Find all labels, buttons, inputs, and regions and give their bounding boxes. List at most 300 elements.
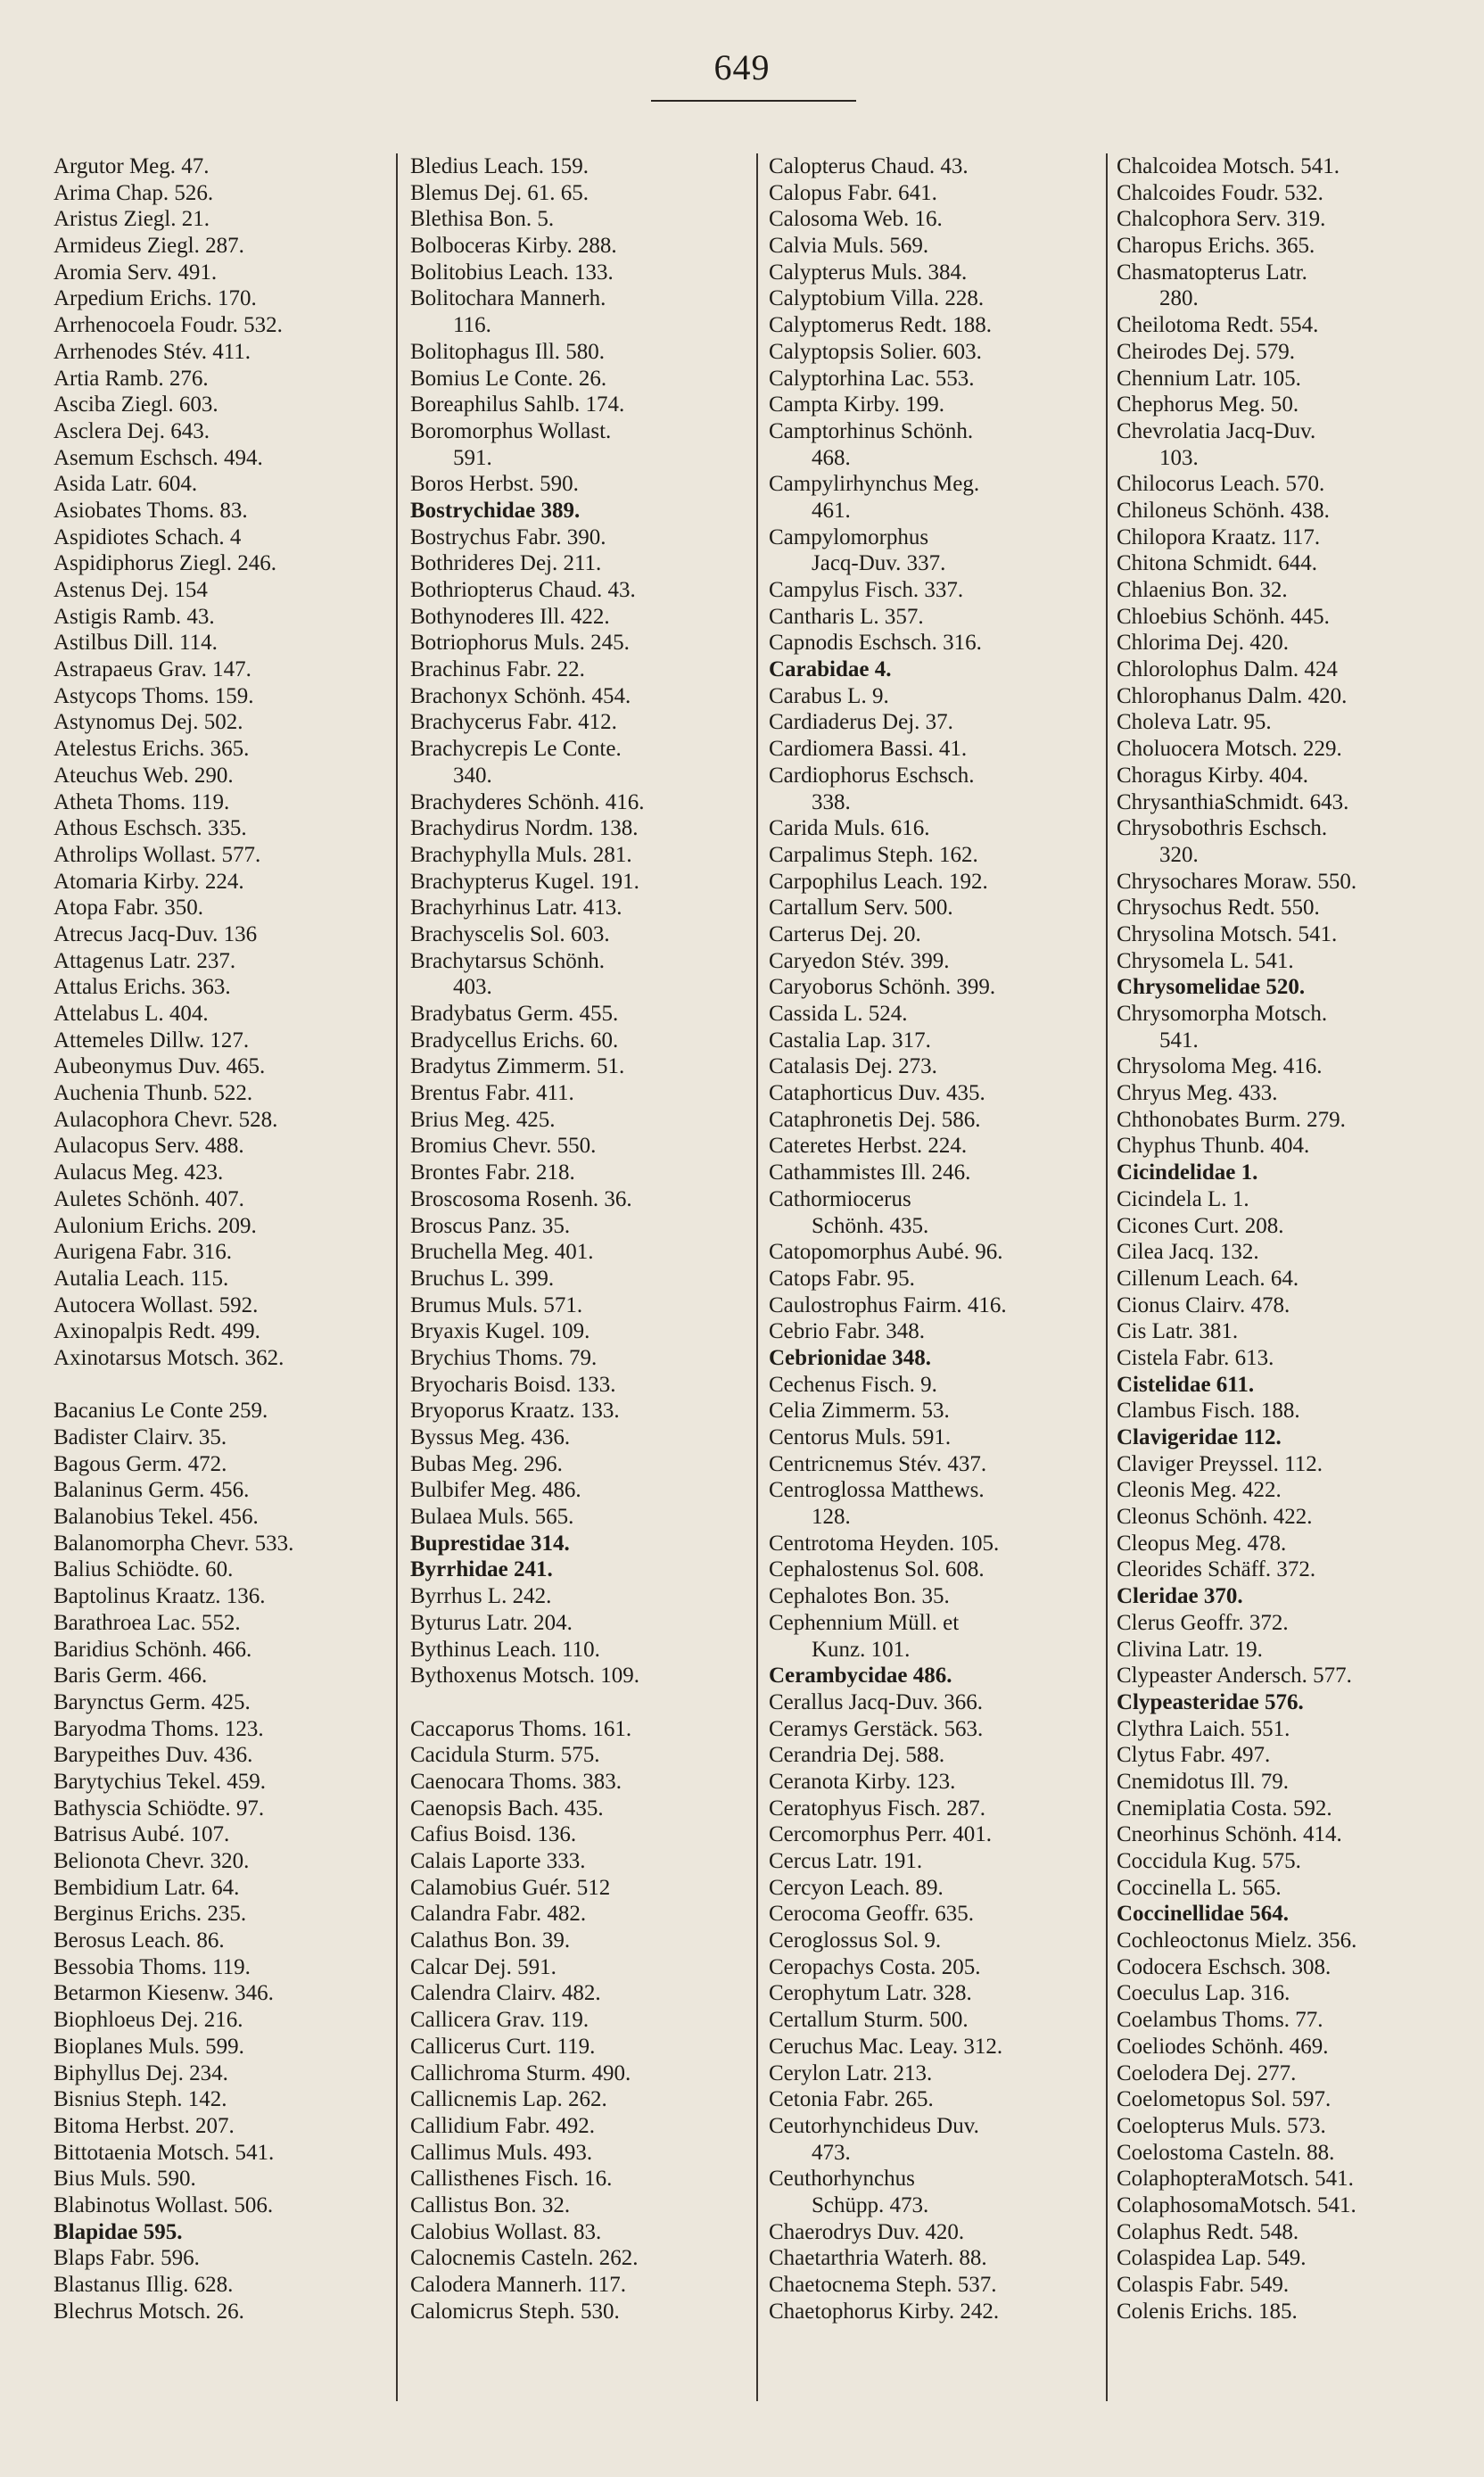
- index-entry: Bothriopterus Chaud. 43.: [410, 578, 636, 602]
- family-heading: Carabidae 4.: [769, 657, 892, 682]
- index-entry: Cerylon Latr. 213.: [769, 2060, 933, 2085]
- index-entry: Callimus Muls. 493.: [410, 2140, 593, 2165]
- index-entry: Chyphus Thunb. 404.: [1117, 1134, 1310, 1159]
- index-entry: Callicnemis Lap. 262.: [410, 2087, 607, 2112]
- index-entry: Callisthenes Fisch. 16.: [410, 2167, 613, 2192]
- index-entry: Ceratophyus Fisch. 287.: [769, 1796, 986, 1821]
- index-entry: 473.: [812, 2140, 851, 2165]
- index-entry: Cephalotes Bon. 35.: [769, 1584, 950, 1609]
- index-entry: Byrrhus L. 242.: [410, 1584, 552, 1609]
- index-entry: Campylirhynchus Meg.: [769, 472, 980, 497]
- index-entry: Aulacopus Serv. 488.: [54, 1134, 244, 1159]
- index-entry: Cleorides Schäff. 372.: [1117, 1557, 1316, 1582]
- index-entry: Brachyscelis Sol. 603.: [410, 921, 610, 946]
- index-entry: Cacidula Sturm. 575.: [410, 1743, 600, 1768]
- index-entry: Cercomorphus Perr. 401.: [769, 1822, 992, 1847]
- family-heading: Bostrychidae 389.: [410, 498, 581, 523]
- index-entry: Asiobates Thoms. 83.: [54, 498, 248, 523]
- index-entry: Arrhenocoela Foudr. 532.: [54, 313, 283, 338]
- index-entry: Colenis Erichs. 185.: [1117, 2299, 1298, 2324]
- index-entry: Campylomorphus: [769, 524, 929, 549]
- index-entry: Coccinella L. 565.: [1117, 1875, 1282, 1900]
- index-entry: 116.: [453, 313, 491, 338]
- index-entry: Chalcophora Serv. 319.: [1117, 207, 1326, 232]
- index-column-1: [54, 153, 391, 2401]
- index-entry: Ceruchus Mac. Leay. 312.: [769, 2034, 1003, 2059]
- index-entry: Barynctus Germ. 425.: [54, 1689, 251, 1714]
- index-entry: Bioplanes Muls. 599.: [54, 2034, 244, 2059]
- index-entry: Argutor Meg. 47.: [54, 154, 210, 178]
- index-entry: Baris Germ. 466.: [54, 1664, 208, 1688]
- index-entry: 280.: [1159, 286, 1199, 311]
- index-entry: Astynomus Dej. 502.: [54, 710, 243, 735]
- index-entry: Bolboceras Kirby. 288.: [410, 234, 617, 259]
- index-entry: Chaetarthria Waterh. 88.: [769, 2246, 987, 2271]
- index-entry: Cheilotoma Redt. 554.: [1117, 313, 1319, 338]
- index-entry: Balanobius Tekel. 456.: [54, 1505, 259, 1530]
- index-entry: Athous Eschsch. 335.: [54, 816, 247, 841]
- column-divider: [1106, 153, 1108, 2401]
- index-entry: Axinopalpis Redt. 499.: [54, 1319, 260, 1344]
- index-entry: Calopterus Chaud. 43.: [769, 154, 969, 178]
- index-entry: Clerus Geoffr. 372.: [1117, 1610, 1289, 1635]
- family-heading: Clypeasteridae 576.: [1117, 1689, 1304, 1714]
- index-entry: Baptolinus Kraatz. 136.: [54, 1584, 266, 1609]
- index-entry: Choleva Latr. 95.: [1117, 710, 1272, 735]
- index-entry: Cateretes Herbst. 224.: [769, 1134, 968, 1159]
- index-entry: Auchenia Thunb. 522.: [54, 1081, 253, 1106]
- index-entry: Aromia Serv. 491.: [54, 260, 218, 285]
- index-entry: Bolitochara Mannerh.: [410, 286, 606, 311]
- index-entry: Campylus Fisch. 337.: [769, 578, 964, 602]
- index-entry: Blaps Fabr. 596.: [54, 2246, 200, 2271]
- index-entry: Cathormiocerus: [769, 1186, 911, 1211]
- index-entry: Calypterus Muls. 384.: [769, 260, 968, 285]
- index-entry: Calomicrus Steph. 530.: [410, 2299, 620, 2324]
- index-entry: Bradycellus Erichs. 60.: [410, 1028, 619, 1053]
- index-entry: Atelestus Erichs. 365.: [54, 737, 250, 762]
- index-entry: Arima Chap. 526.: [54, 180, 214, 205]
- index-entry: Calosoma Web. 16.: [769, 207, 943, 232]
- index-entry: Brachydirus Nordm. 138.: [410, 816, 639, 841]
- index-entry: Brontes Fabr. 218.: [410, 1160, 575, 1185]
- index-entry: Bromius Chevr. 550.: [410, 1134, 597, 1159]
- index-entry: Bothrideres Dej. 211.: [410, 551, 602, 576]
- index-entry: Centorus Muls. 591.: [769, 1425, 952, 1449]
- index-entry: Ateuchus Web. 290.: [54, 763, 234, 788]
- family-heading: Byrrhidae 241.: [410, 1557, 553, 1582]
- index-entry: Coelambus Thoms. 77.: [1117, 2008, 1323, 2033]
- index-entry: Schüpp. 473.: [812, 2192, 929, 2217]
- index-entry: Bubas Meg. 296.: [410, 1451, 563, 1476]
- index-entry: Carida Muls. 616.: [769, 816, 930, 841]
- family-heading: Clavigeridae 112.: [1117, 1425, 1282, 1449]
- index-entry: Bulaea Muls. 565.: [410, 1505, 574, 1530]
- index-column-4: [1117, 153, 1464, 2401]
- index-entry: Callistus Bon. 32.: [410, 2192, 571, 2217]
- index-entry: Cataphorticus Duv. 435.: [769, 1081, 985, 1106]
- index-entry: Cionus Clairv. 478.: [1117, 1292, 1290, 1317]
- header-rule: [651, 100, 856, 102]
- index-entry: Byssus Meg. 436.: [410, 1425, 571, 1449]
- index-entry: Bolitobius Leach. 133.: [410, 260, 614, 285]
- index-entry: Cerocoma Geoffr. 635.: [769, 1902, 975, 1927]
- index-entry: Bulbifer Meg. 486.: [410, 1478, 581, 1503]
- index-entry: Astilbus Dill. 114.: [54, 631, 218, 656]
- index-entry: ColaphosomaMotsch. 541.: [1117, 2192, 1356, 2217]
- column-divider: [756, 153, 758, 2401]
- index-entry: Carterus Dej. 20.: [769, 921, 921, 946]
- index-entry: Coelopterus Muls. 573.: [1117, 2113, 1326, 2138]
- index-entry: Bythinus Leach. 110.: [410, 1637, 600, 1662]
- index-entry: Asclera Dej. 643.: [54, 418, 210, 443]
- index-entry: Chrysomela L. 541.: [1117, 948, 1294, 973]
- index-entry: Chevrolatia Jacq-Duv.: [1117, 418, 1316, 443]
- index-entry: Attemeles Dillw. 127.: [54, 1028, 250, 1053]
- index-entry: Cicones Curt. 208.: [1117, 1213, 1284, 1238]
- index-entry: Brachyderes Schönh. 416.: [410, 789, 645, 814]
- index-entry: Coccidula Kug. 575.: [1117, 1849, 1301, 1873]
- index-entry: Clythra Laich. 551.: [1117, 1716, 1290, 1741]
- index-entry: Centroglossa Matthews.: [769, 1478, 985, 1503]
- index-entry: Brentus Fabr. 411.: [410, 1081, 574, 1106]
- section-gap: [410, 1689, 751, 1716]
- index-entry: Calathus Bon. 39.: [410, 1928, 571, 1953]
- index-entry: Asemum Eschsch. 494.: [54, 445, 263, 470]
- index-entry: ChrysanthiaSchmidt. 643.: [1117, 789, 1349, 814]
- index-entry: Caenopsis Bach. 435.: [410, 1796, 604, 1821]
- index-entry: Chennium Latr. 105.: [1117, 366, 1301, 391]
- index-entry: Chaerodrys Duv. 420.: [769, 2219, 965, 2244]
- page-number: 649: [713, 47, 771, 87]
- index-entry: Cercus Latr. 191.: [769, 1849, 923, 1873]
- index-entry: Cercyon Leach. 89.: [769, 1875, 944, 1900]
- index-entry: Atopa Fabr. 350.: [54, 896, 204, 921]
- index-entry: Balaninus Germ. 456.: [54, 1478, 250, 1503]
- index-entry: Chloebius Schönh. 445.: [1117, 604, 1330, 629]
- index-entry: Bruchus L. 399.: [410, 1266, 555, 1291]
- index-entry: Colaphus Redt. 548.: [1117, 2219, 1299, 2244]
- index-entry: Broscosoma Rosenh. 36.: [410, 1186, 632, 1211]
- index-entry: 403.: [453, 975, 492, 1000]
- index-entry: Asida Latr. 604.: [54, 472, 198, 497]
- index-entry: Barypeithes Duv. 436.: [54, 1743, 253, 1768]
- index-entry: Attalus Erichs. 363.: [54, 975, 231, 1000]
- index-entry: Calyptopsis Solier. 603.: [769, 339, 982, 364]
- index-entry: Chrysobothris Eschsch.: [1117, 816, 1328, 841]
- index-entry: Carpalimus Steph. 162.: [769, 842, 978, 867]
- index-entry: Cerallus Jacq-Duv. 366.: [769, 1689, 983, 1714]
- family-heading: Coccinellidae 564.: [1117, 1902, 1290, 1927]
- index-entry: Ceramys Gerstäck. 563.: [769, 1716, 984, 1741]
- index-entry: Bembidium Latr. 64.: [54, 1875, 240, 1900]
- index-entry: Coelostoma Casteln. 88.: [1117, 2140, 1335, 2165]
- index-entry: Cardiaderus Dej. 37.: [769, 710, 953, 735]
- index-entry: Belionota Chevr. 320.: [54, 1849, 250, 1873]
- family-heading: Buprestidae 314.: [410, 1531, 570, 1556]
- index-entry: Codocera Eschsch. 308.: [1117, 1954, 1331, 1979]
- index-entry: Atrecus Jacq-Duv. 136: [54, 921, 258, 946]
- index-entry: Callicera Grav. 119.: [410, 2008, 589, 2033]
- index-entry: Auletes Schönh. 407.: [54, 1186, 244, 1211]
- index-entry: Brachonyx Schönh. 454.: [410, 683, 631, 708]
- family-heading: Cebrionidae 348.: [769, 1345, 931, 1370]
- index-entry: Betarmon Kiesenw. 346.: [54, 1981, 274, 2006]
- index-entry: Ceroglossus Sol. 9.: [769, 1928, 942, 1953]
- index-entry: Cantharis L. 357.: [769, 604, 924, 629]
- index-entry: Claviger Preyssel. 112.: [1117, 1451, 1323, 1476]
- index-entry: Coelodera Dej. 277.: [1117, 2060, 1297, 2085]
- index-entry: Cartallum Serv. 500.: [769, 896, 953, 921]
- index-entry: Coeculus Lap. 316.: [1117, 1981, 1290, 2006]
- index-entry: Boromorphus Wollast.: [410, 418, 612, 443]
- index-entry: Chryus Meg. 433.: [1117, 1081, 1278, 1106]
- index-entry: Chiloneus Schönh. 438.: [1117, 498, 1330, 523]
- index-entry: Bythoxenus Motsch. 109.: [410, 1664, 639, 1688]
- index-entry: 468.: [812, 445, 851, 470]
- index-entry: Clytus Fabr. 497.: [1117, 1743, 1271, 1768]
- index-entry: Brachyphylla Muls. 281.: [410, 842, 632, 867]
- index-entry: Chlorolophus Dalm. 424: [1117, 657, 1338, 682]
- index-entry: Catopomorphus Aubé. 96.: [769, 1240, 1003, 1265]
- index-entry: Asciba Ziegl. 603.: [54, 392, 218, 417]
- index-entry: Barathroea Lac. 552.: [54, 1610, 241, 1635]
- index-entry: Colaspidea Lap. 549.: [1117, 2246, 1307, 2271]
- index-entry: Aristus Ziegl. 21.: [54, 207, 210, 232]
- index-entry: Atomaria Kirby. 224.: [54, 869, 244, 894]
- index-entry: Centricnemus Stév. 437.: [769, 1451, 987, 1476]
- index-entry: Chitona Schmidt. 644.: [1117, 551, 1317, 576]
- index-entry: Calodera Mannerh. 117.: [410, 2273, 627, 2297]
- index-entry: Caccaporus Thoms. 161.: [410, 1716, 632, 1741]
- index-entry: Calandra Fabr. 482.: [410, 1902, 587, 1927]
- index-entry: Brumus Muls. 571.: [410, 1292, 583, 1317]
- index-entry: Attelabus L. 404.: [54, 1002, 209, 1026]
- index-entry: Centrotoma Heyden. 105.: [769, 1531, 1000, 1556]
- column-divider: [396, 153, 398, 2401]
- index-entry: Astycops Thoms. 159.: [54, 683, 254, 708]
- index-entry: Colaspis Fabr. 549.: [1117, 2273, 1290, 2297]
- index-entry: Calvia Muls. 569.: [769, 234, 929, 259]
- index-entry: Cechenus Fisch. 9.: [769, 1372, 937, 1397]
- index-column-2: [410, 153, 751, 2401]
- index-entry: Bittotaenia Motsch. 541.: [54, 2140, 275, 2165]
- index-entry: Cnemidotus Ill. 79.: [1117, 1769, 1290, 1794]
- index-entry: Boreaphilus Sahlb. 174.: [410, 392, 625, 417]
- index-entry: Aurigena Fabr. 316.: [54, 1240, 232, 1265]
- index-entry: Caryedon Stév. 399.: [769, 948, 950, 973]
- index-entry: Cneorhinus Schönh. 414.: [1117, 1822, 1342, 1847]
- index-entry: Brychius Thoms. 79.: [410, 1345, 598, 1370]
- index-entry: Aulacophora Chevr. 528.: [54, 1107, 278, 1132]
- index-entry: Calyptorhina Lac. 553.: [769, 366, 975, 391]
- index-entry: Chrysochares Moraw. 550.: [1117, 869, 1357, 894]
- index-entry: Cephennium Müll. et: [769, 1610, 960, 1635]
- index-entry: Coeliodes Schönh. 469.: [1117, 2034, 1329, 2059]
- index-entry: Capnodis Eschsch. 316.: [769, 631, 982, 656]
- index-entry: Brachinus Fabr. 22.: [410, 657, 585, 682]
- index-entry: Cilea Jacq. 132.: [1117, 1240, 1259, 1265]
- index-entry: Cassida L. 524.: [769, 1002, 908, 1026]
- family-heading: Chrysomelidae 520.: [1117, 975, 1306, 1000]
- index-entry: Castalia Lap. 317.: [769, 1028, 931, 1053]
- section-gap: [54, 1372, 391, 1399]
- index-entry: Catops Fabr. 95.: [769, 1266, 915, 1291]
- index-entry: Chthonobates Burm. 279.: [1117, 1107, 1346, 1132]
- index-entry: Jacq-Duv. 337.: [812, 551, 946, 576]
- index-entry: 591.: [453, 445, 492, 470]
- index-entry: Arpedium Erichs. 170.: [54, 286, 257, 311]
- index-entry: Astenus Dej. 154: [54, 578, 208, 602]
- index-entry: Bessobia Thoms. 119.: [54, 1954, 251, 1979]
- index-entry: Ceranota Kirby. 123.: [769, 1769, 956, 1794]
- index-entry: Ceropachys Costa. 205.: [769, 1954, 981, 1979]
- index-entry: Chlaenius Bon. 32.: [1117, 578, 1288, 602]
- family-heading: Cleridae 370.: [1117, 1584, 1243, 1609]
- index-entry: Athrolips Wollast. 577.: [54, 842, 261, 867]
- index-entry: Callichroma Sturm. 490.: [410, 2060, 631, 2085]
- index-entry: Badister Clairv. 35.: [54, 1425, 227, 1449]
- index-entry: Cleopus Meg. 478.: [1117, 1531, 1287, 1556]
- index-entry: Bolitophagus Ill. 580.: [410, 339, 606, 364]
- index-entry: Calocnemis Casteln. 262.: [410, 2246, 639, 2271]
- index-entry: Batrisus Aubé. 107.: [54, 1822, 230, 1847]
- index-entry: Campta Kirby. 199.: [769, 392, 944, 417]
- index-entry: 338.: [812, 789, 851, 814]
- index-entry: Blechrus Motsch. 26.: [54, 2299, 244, 2324]
- index-entry: Blemus Dej. 61. 65.: [410, 180, 589, 205]
- index-entry: Bagous Germ. 472.: [54, 1451, 227, 1476]
- index-entry: Chaetophorus Kirby. 242.: [769, 2299, 1000, 2324]
- index-entry: Botriophorus Muls. 245.: [410, 631, 630, 656]
- index-entry: Cephalostenus Sol. 608.: [769, 1557, 985, 1582]
- index-entry: Artia Ramb. 276.: [54, 366, 209, 391]
- index-entry: Calais Laporte 333.: [410, 1849, 586, 1873]
- index-entry: 320.: [1159, 842, 1199, 867]
- index-entry: Bryaxis Kugel. 109.: [410, 1319, 590, 1344]
- index-entry: Baridius Schönh. 466.: [54, 1637, 252, 1662]
- index-entry: Autalia Leach. 115.: [54, 1266, 229, 1291]
- index-entry: Brachypterus Kugel. 191.: [410, 869, 639, 894]
- index-entry: Chlorima Dej. 420.: [1117, 631, 1290, 656]
- index-entry: Cochleoctonus Mielz. 356.: [1117, 1928, 1357, 1953]
- index-entry: Cnemiplatia Costa. 592.: [1117, 1796, 1332, 1821]
- index-entry: Callicerus Curt. 119.: [410, 2034, 596, 2059]
- index-entry: Brachycrepis Le Conte.: [410, 737, 622, 762]
- index-entry: Bryoporus Kraatz. 133.: [410, 1399, 620, 1424]
- index-entry: Chrysochus Redt. 550.: [1117, 896, 1320, 921]
- index-entry: 461.: [812, 498, 851, 523]
- index-entry: Berosus Leach. 86.: [54, 1928, 225, 1953]
- index-entry: Cerophytum Latr. 328.: [769, 1981, 972, 2006]
- index-entry: Arrhenodes Stév. 411.: [54, 339, 251, 364]
- index-entry: Charopus Erichs. 365.: [1117, 234, 1315, 259]
- index-entry: Cebrio Fabr. 348.: [769, 1319, 925, 1344]
- index-entry: Byturus Latr. 204.: [410, 1610, 573, 1635]
- index-entry: Choluocera Motsch. 229.: [1117, 737, 1342, 762]
- index-entry: Bryocharis Boisd. 133.: [410, 1372, 616, 1397]
- index-entry: Calcar Dej. 591.: [410, 1954, 556, 1979]
- index-entry: Clambus Fisch. 188.: [1117, 1399, 1300, 1424]
- index-entry: Celia Zimmerm. 53.: [769, 1399, 950, 1424]
- index-entry: Chrysolina Motsch. 541.: [1117, 921, 1338, 946]
- index-entry: Bruchella Meg. 401.: [410, 1240, 594, 1265]
- index-entry: Brachytarsus Schönh.: [410, 948, 606, 973]
- index-entry: Chasmatopterus Latr.: [1117, 260, 1307, 285]
- index-entry: Bacanius Le Conte 259.: [54, 1399, 268, 1424]
- index-entry: Aubeonymus Duv. 465.: [54, 1054, 266, 1079]
- index-entry: Chrysomorpha Motsch.: [1117, 1002, 1328, 1026]
- index-entry: Camptorhinus Schönh.: [769, 418, 974, 443]
- index-entry: Axinotarsus Motsch. 362.: [54, 1345, 284, 1370]
- index-entry: Bius Muls. 590.: [54, 2167, 196, 2192]
- index-entry: Carabus L. 9.: [769, 683, 889, 708]
- index-entry: Cathammistes Ill. 246.: [769, 1160, 971, 1185]
- index-entry: Kunz. 101.: [812, 1637, 911, 1662]
- index-entry: Ceutorhynchideus Duv.: [769, 2113, 979, 2138]
- index-entry: Bothynoderes Ill. 422.: [410, 604, 610, 629]
- index-entry: Caryoborus Schönh. 399.: [769, 975, 996, 1000]
- index-entry: Chephorus Meg. 50.: [1117, 392, 1299, 417]
- index-entry: Berginus Erichs. 235.: [54, 1902, 247, 1927]
- index-entry: Calobius Wollast. 83.: [410, 2219, 602, 2244]
- index-entry: Biphyllus Dej. 234.: [54, 2060, 228, 2085]
- index-entry: Broscus Panz. 35.: [410, 1213, 571, 1238]
- family-heading: Blapidae 595.: [54, 2219, 183, 2244]
- index-entry: Chalcoidea Motsch. 541.: [1117, 154, 1340, 178]
- index-entry: Cataphronetis Dej. 586.: [769, 1107, 981, 1132]
- index-entry: Chlorophanus Dalm. 420.: [1117, 683, 1348, 708]
- index-entry: Brachyrhinus Latr. 413.: [410, 896, 622, 921]
- index-entry: Attagenus Latr. 237.: [54, 948, 236, 973]
- index-entry: Chrysoloma Meg. 416.: [1117, 1054, 1323, 1079]
- index-entry: Brius Meg. 425.: [410, 1107, 556, 1132]
- index-entry: Cetonia Fabr. 265.: [769, 2087, 934, 2112]
- index-column-3: [769, 153, 1101, 2401]
- index-entry: Choragus Kirby. 404.: [1117, 763, 1309, 788]
- index-entry: Bathyscia Schiödte. 97.: [54, 1796, 265, 1821]
- index-entry: Boros Herbst. 590.: [410, 472, 579, 497]
- index-entry: Calendra Clairv. 482.: [410, 1981, 601, 2006]
- index-entry: Aulacus Meg. 423.: [54, 1160, 224, 1185]
- index-entry: Coelometopus Sol. 597.: [1117, 2087, 1331, 2112]
- index-entry: Caenocara Thoms. 383.: [410, 1769, 622, 1794]
- index-entry: Cleonis Meg. 422.: [1117, 1478, 1282, 1503]
- index-entry: Bradybatus Germ. 455.: [410, 1002, 619, 1026]
- index-entry: Biophloeus Dej. 216.: [54, 2008, 243, 2033]
- index-entry: Ceuthorhynchus: [769, 2167, 915, 2192]
- index-entry: 340.: [453, 763, 492, 788]
- index-entry: Calamobius Guér. 512: [410, 1875, 611, 1900]
- index-entry: Cardiophorus Eschsch.: [769, 763, 975, 788]
- index-entry: 541.: [1159, 1028, 1199, 1053]
- index-entry: Calopus Fabr. 641.: [769, 180, 937, 205]
- index-entry: Catalasis Dej. 273.: [769, 1054, 937, 1079]
- index-entry: Astigis Ramb. 43.: [54, 604, 215, 629]
- index-entry: Atheta Thoms. 119.: [54, 789, 230, 814]
- family-heading: Cicindelidae 1.: [1117, 1160, 1258, 1185]
- index-entry: Certallum Sturm. 500.: [769, 2008, 969, 2033]
- index-entry: ColaphopteraMotsch. 541.: [1117, 2167, 1354, 2192]
- index-entry: Caulostrophus Fairm. 416.: [769, 1292, 1007, 1317]
- index-entry: Balanomorpha Chevr. 533.: [54, 1531, 294, 1556]
- index-entry: Clypeaster Andersch. 577.: [1117, 1664, 1352, 1688]
- index-entry: Cicindela L. 1.: [1117, 1186, 1249, 1211]
- index-entry: Cheirodes Dej. 579.: [1117, 339, 1295, 364]
- index-entry: Cistela Fabr. 613.: [1117, 1345, 1274, 1370]
- index-entry: Cis Latr. 381.: [1117, 1319, 1239, 1344]
- index-entry: Chaetocnema Steph. 537.: [769, 2273, 997, 2297]
